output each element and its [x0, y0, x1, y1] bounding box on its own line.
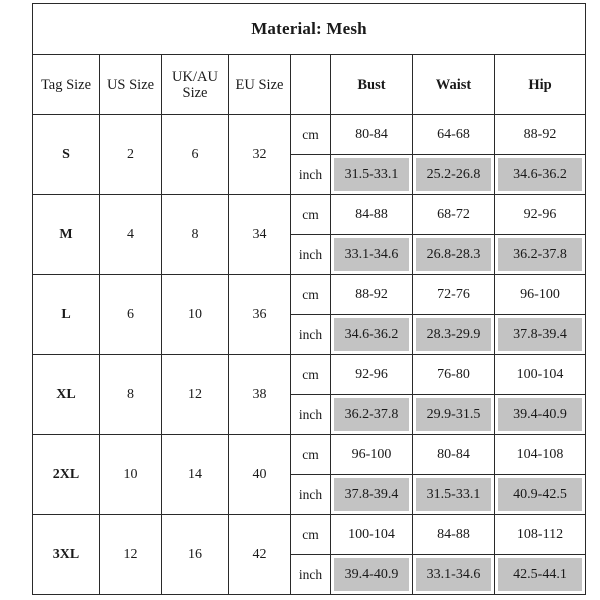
ukau-size-cell: 12	[162, 355, 229, 435]
hip-inch-value: 34.6-36.2	[498, 158, 582, 191]
waist-inch-cell	[413, 555, 495, 595]
waist-inch-value: 28.3-29.9	[416, 318, 491, 351]
header-us-size: US Size	[100, 55, 162, 115]
hip-inch-value: 39.4-40.9	[498, 398, 582, 431]
hip-inch-value: 40.9-42.5	[498, 478, 582, 511]
ukau-size-cell: 6	[162, 115, 229, 195]
header-eu-size: EU Size	[229, 55, 291, 115]
hip-inch-cell	[495, 315, 586, 355]
bust-cm-cell: 96-100	[331, 435, 413, 475]
unit-cm-label: cm	[291, 115, 331, 155]
chart-title: Material: Mesh	[33, 4, 586, 55]
header-ukau-size	[162, 55, 229, 115]
bust-inch-cell	[331, 475, 413, 515]
waist-inch-value: 31.5-33.1	[416, 478, 491, 511]
header-unit	[291, 55, 331, 115]
header-ukau-line1: UK/AU	[172, 68, 218, 85]
tag-size-cell: 2XL	[33, 435, 100, 515]
waist-cm-cell: 68-72	[413, 195, 495, 235]
waist-inch-value: 26.8-28.3	[416, 238, 491, 271]
us-size-cell: 8	[100, 355, 162, 435]
unit-cm-label: cm	[291, 515, 331, 555]
us-size-cell: 10	[100, 435, 162, 515]
hip-inch-value: 36.2-37.8	[498, 238, 582, 271]
bust-inch-cell	[331, 235, 413, 275]
eu-size-cell: 38	[229, 355, 291, 435]
bust-inch-value: 33.1-34.6	[334, 238, 409, 271]
unit-cm-label: cm	[291, 275, 331, 315]
waist-cm-cell: 84-88	[413, 515, 495, 555]
tag-size-cell: XL	[33, 355, 100, 435]
bust-inch-cell	[331, 555, 413, 595]
tag-size-cell: L	[33, 275, 100, 355]
hip-cm-cell: 88-92	[495, 115, 586, 155]
unit-inch-label: inch	[291, 555, 331, 595]
eu-size-cell: 34	[229, 195, 291, 275]
size-table	[32, 3, 586, 595]
hip-cm-cell: 96-100	[495, 275, 586, 315]
eu-size-cell: 40	[229, 435, 291, 515]
size-chart	[32, 3, 585, 594]
unit-inch-label: inch	[291, 235, 331, 275]
waist-inch-cell	[413, 235, 495, 275]
eu-size-cell: 42	[229, 515, 291, 595]
hip-inch-cell	[495, 475, 586, 515]
tag-size-cell: S	[33, 115, 100, 195]
waist-inch-value: 29.9-31.5	[416, 398, 491, 431]
unit-inch-label: inch	[291, 395, 331, 435]
header-waist: Waist	[413, 55, 495, 115]
hip-cm-cell: 104-108	[495, 435, 586, 475]
bust-inch-cell	[331, 315, 413, 355]
header-bust: Bust	[331, 55, 413, 115]
ukau-size-cell: 16	[162, 515, 229, 595]
hip-cm-cell: 100-104	[495, 355, 586, 395]
hip-inch-cell	[495, 555, 586, 595]
header-hip: Hip	[495, 55, 586, 115]
header-ukau-line2: Size	[182, 84, 208, 101]
unit-inch-label: inch	[291, 315, 331, 355]
eu-size-cell: 32	[229, 115, 291, 195]
unit-inch-label: inch	[291, 475, 331, 515]
waist-cm-cell: 72-76	[413, 275, 495, 315]
bust-inch-value: 39.4-40.9	[334, 558, 409, 591]
unit-cm-label: cm	[291, 355, 331, 395]
hip-inch-cell	[495, 395, 586, 435]
waist-inch-cell	[413, 315, 495, 355]
waist-cm-cell: 76-80	[413, 355, 495, 395]
bust-inch-value: 31.5-33.1	[334, 158, 409, 191]
waist-inch-value: 33.1-34.6	[416, 558, 491, 591]
bust-cm-cell: 100-104	[331, 515, 413, 555]
waist-cm-cell: 80-84	[413, 435, 495, 475]
bust-cm-cell: 80-84	[331, 115, 413, 155]
waist-inch-value: 25.2-26.8	[416, 158, 491, 191]
bust-inch-cell	[331, 395, 413, 435]
unit-inch-label: inch	[291, 155, 331, 195]
bust-inch-cell	[331, 155, 413, 195]
tag-size-cell: 3XL	[33, 515, 100, 595]
bust-cm-cell: 92-96	[331, 355, 413, 395]
eu-size-cell: 36	[229, 275, 291, 355]
ukau-size-cell: 14	[162, 435, 229, 515]
hip-inch-cell	[495, 235, 586, 275]
bust-inch-value: 34.6-36.2	[334, 318, 409, 351]
ukau-size-cell: 10	[162, 275, 229, 355]
hip-inch-cell	[495, 155, 586, 195]
us-size-cell: 2	[100, 115, 162, 195]
header-tag-size: Tag Size	[33, 55, 100, 115]
us-size-cell: 4	[100, 195, 162, 275]
waist-inch-cell	[413, 155, 495, 195]
unit-cm-label: cm	[291, 435, 331, 475]
bust-cm-cell: 84-88	[331, 195, 413, 235]
waist-cm-cell: 64-68	[413, 115, 495, 155]
hip-cm-cell: 108-112	[495, 515, 586, 555]
waist-inch-cell	[413, 475, 495, 515]
unit-cm-label: cm	[291, 195, 331, 235]
us-size-cell: 6	[100, 275, 162, 355]
us-size-cell: 12	[100, 515, 162, 595]
waist-inch-cell	[413, 395, 495, 435]
hip-inch-value: 37.8-39.4	[498, 318, 582, 351]
bust-cm-cell: 88-92	[331, 275, 413, 315]
tag-size-cell: M	[33, 195, 100, 275]
bust-inch-value: 37.8-39.4	[334, 478, 409, 511]
ukau-size-cell: 8	[162, 195, 229, 275]
bust-inch-value: 36.2-37.8	[334, 398, 409, 431]
hip-cm-cell: 92-96	[495, 195, 586, 235]
hip-inch-value: 42.5-44.1	[498, 558, 582, 591]
